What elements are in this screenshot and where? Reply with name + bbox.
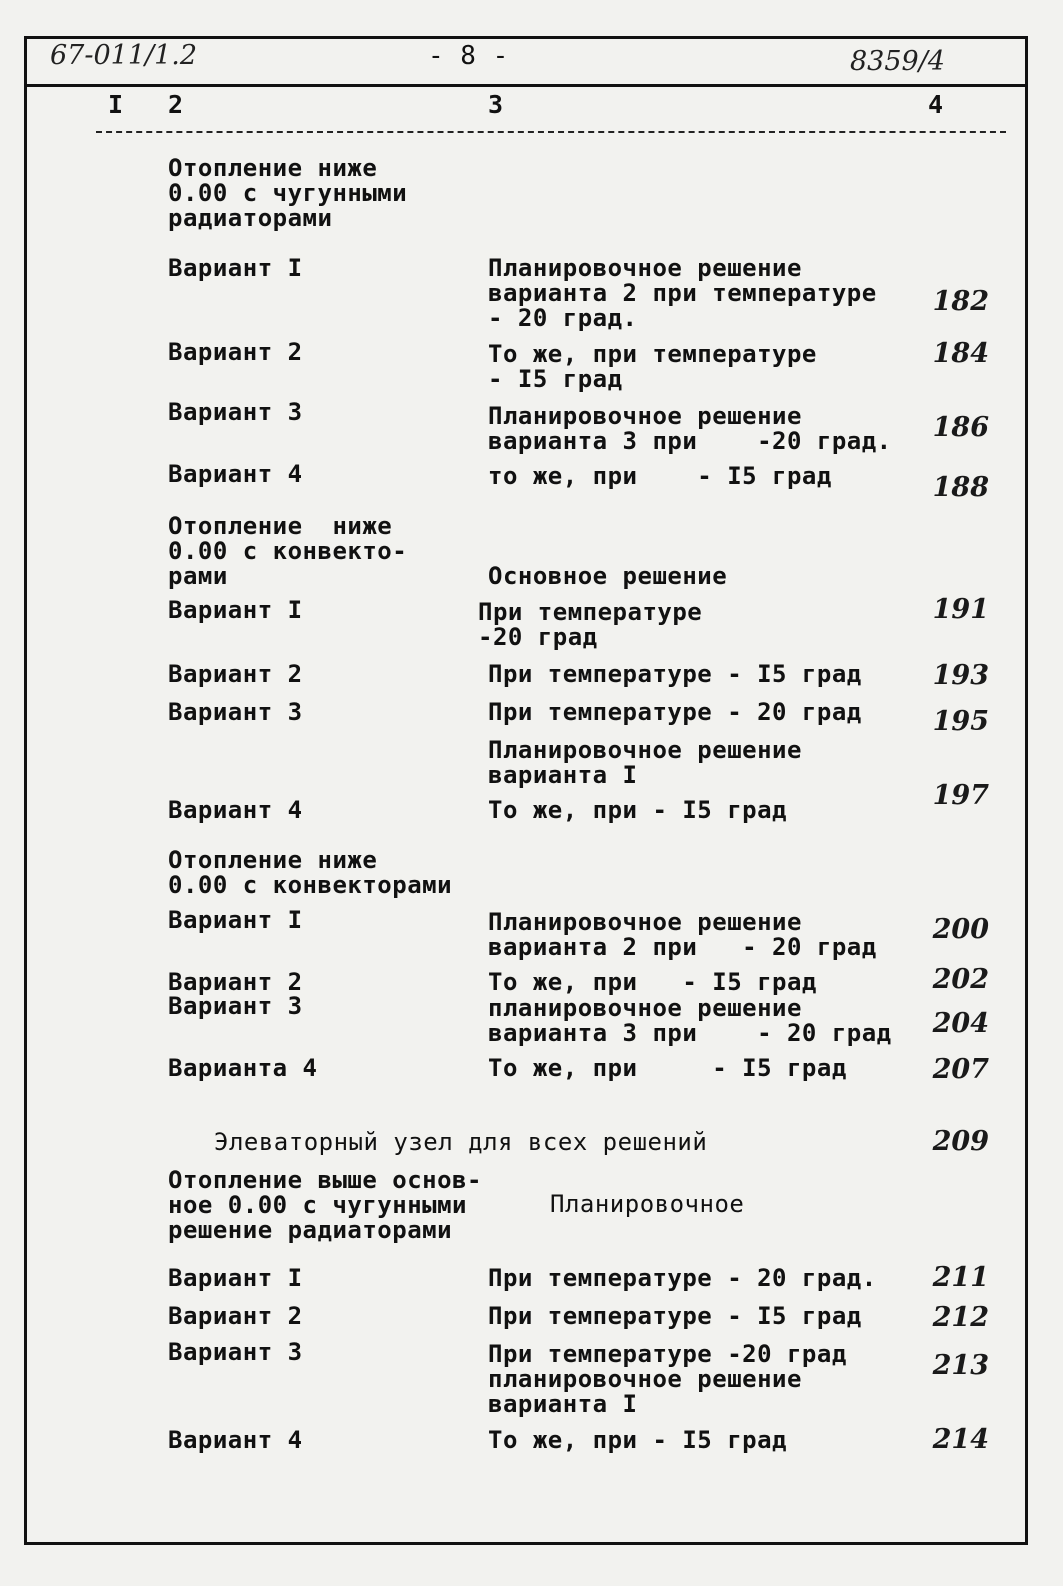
variant-description: То же, при - I5 град (488, 1426, 787, 1454)
variant-label: Вариант 2 (168, 338, 303, 366)
page-ref: 197 (932, 780, 989, 811)
variant-label: Вариант 3 (168, 698, 303, 726)
section-title: Отопление выше основ- ное 0.00 с чугунными решение радиаторами (168, 1166, 482, 1244)
variant-label: Вариант 3 (168, 992, 303, 1020)
page-number: - 8 - (428, 41, 509, 71)
variant-description: Планировочное решение варианта 2 при - 20 град (488, 908, 877, 961)
variant-label: Вариант 4 (168, 796, 303, 824)
page-ref: 193 (932, 660, 989, 691)
variant-description: Планировочное решение варианта 2 при температуре - 20 град. (488, 254, 877, 332)
variant-description: планировочное решение варианта 3 при - 20 град (488, 994, 892, 1047)
column-header-4: 4 (928, 90, 944, 119)
variant-label: Вариант I (168, 906, 303, 934)
page-ref: 195 (932, 706, 989, 737)
page-ref: 184 (932, 338, 989, 369)
variant-label: Варианта 4 (168, 1054, 318, 1082)
column-header-rule (96, 131, 1006, 133)
variant-description: То же, при - I5 град (488, 968, 817, 996)
variant-description: При температуре - I5 град (488, 660, 862, 688)
section-title: Отопление ниже 0.00 с чугунными радиаторами (168, 154, 408, 232)
variant-label: Вариант 2 (168, 660, 303, 688)
variant-label: Вариант 2 (168, 1302, 303, 1330)
variant-description: При температуре - 20 град. (488, 1264, 877, 1292)
variant-description: При температуре -20 град планировочное решение варианта I (488, 1340, 847, 1418)
page-ref: 207 (932, 1054, 989, 1085)
section-note: Планировочное (550, 1190, 745, 1218)
variant-label: Вариант 3 (168, 1338, 303, 1366)
inventory-number: 8359/4 (850, 46, 945, 77)
variant-description: То же, при - I5 град (488, 796, 787, 824)
column-header-3: 3 (488, 90, 504, 119)
page-ref: 214 (932, 1424, 989, 1455)
column-header-2: 2 (168, 90, 184, 119)
doc-code: 67-011/1.2 (50, 40, 198, 71)
variant-label: Вариант 4 (168, 1426, 303, 1454)
page-ref: 212 (932, 1302, 989, 1333)
page-ref: 211 (932, 1262, 989, 1293)
variant-description: То же, при - I5 град (488, 1054, 847, 1082)
page-ref: 186 (932, 412, 989, 443)
variant-description: То же, при температуре - I5 град (488, 340, 817, 393)
variant-description: то же, при - I5 град (488, 462, 832, 490)
variant-label: Вариант I (168, 596, 303, 624)
section-note: Основное решение (488, 562, 728, 590)
variant-description: Планировочное решение варианта I (488, 736, 802, 789)
page-ref: 191 (932, 594, 989, 625)
column-header-1: I (108, 90, 124, 119)
variant-description: Планировочное решение варианта 3 при -20 град. (488, 402, 892, 455)
variant-label: Вариант 4 (168, 460, 303, 488)
section-title: Отопление ниже 0.00 с конвекто- рами (168, 512, 408, 590)
page-ref: 188 (932, 472, 989, 503)
variant-label: Вариант 3 (168, 398, 303, 426)
page-ref: 213 (932, 1350, 989, 1381)
page-ref: 182 (932, 286, 989, 317)
section-title: Отопление ниже 0.00 с конвекторами (168, 846, 453, 899)
variant-label: Вариант 2 (168, 968, 303, 996)
variant-label: Вариант I (168, 254, 303, 282)
page-ref: 202 (932, 964, 989, 995)
page-ref: 209 (932, 1126, 989, 1157)
page-ref: 200 (932, 914, 989, 945)
header-divider (24, 84, 1028, 87)
variant-description: При температуре - 20 град (488, 698, 862, 726)
section-title: Элеваторный узел для всех решений (214, 1128, 708, 1156)
variant-description: При температуре -20 град (478, 598, 703, 651)
variant-label: Вариант I (168, 1264, 303, 1292)
variant-description: При температуре - I5 град (488, 1302, 862, 1330)
page-ref: 204 (932, 1008, 989, 1039)
